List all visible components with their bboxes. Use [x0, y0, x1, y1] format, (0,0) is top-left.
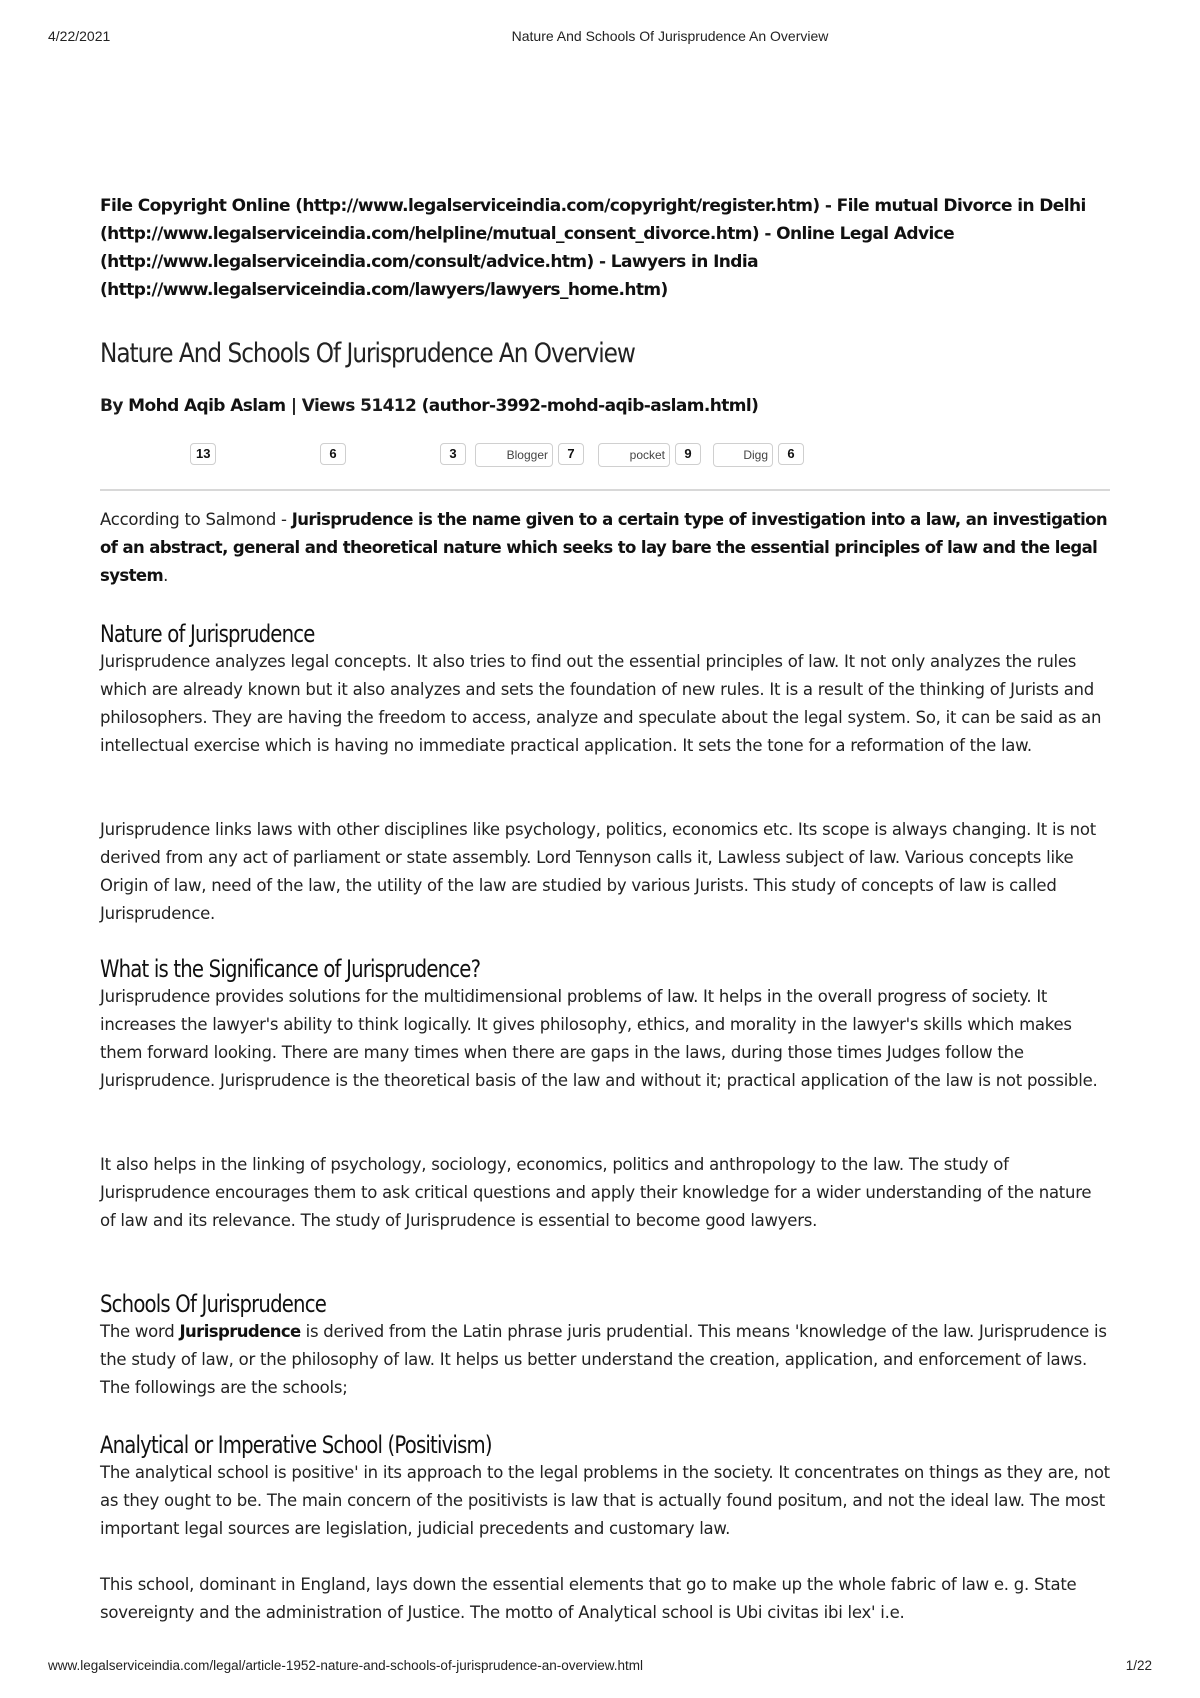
- heading-nature: Nature of Jurisprudence: [100, 620, 315, 648]
- heading-significance: What is the Significance of Jurisprudence?: [100, 955, 481, 983]
- pocket-label: pocket: [629, 448, 665, 462]
- digg-count: 6: [778, 443, 804, 465]
- nature-p1: Jurisprudence analyzes legal concepts. It also tries to find out the essential principles of law. It not only analyzes the rules which are already known but it also analyzes and sets the foundation of new rules. It is a result of the thinking of Jurists and philosophers. They are having the freedom to access, analyze and speculate about the legal system. So, it can be said as an intellectual exercise which is having no immediate practical application. It sets the tone for a reformation of the law.: [100, 652, 1102, 755]
- print-footer: [0, 1658, 1200, 1678]
- pocket-share-button[interactable]: [598, 443, 670, 467]
- nature-paragraph-2: [100, 816, 1110, 928]
- digg-label: Digg: [743, 448, 768, 462]
- nature-paragraph-1: [100, 648, 1110, 760]
- link-separator: -: [819, 196, 837, 216]
- nature-p2: Jurisprudence links laws with other disciplines like psychology, politics, economics etc. Its scope is always changing. It is not derived from any act of parliament or state assembly. Lord Tennyson calls it, Lawless subject of law. Various concepts like Origin of law, need of the law, the utility of the law are studied by various Jurists. This study of concepts of law is called Jurisprudence.: [100, 820, 1096, 923]
- link-separator: -: [759, 224, 777, 244]
- schools-rest: is derived from the Latin phrase juris prudential. This means 'knowledge of the law. Jurisprudence is the study of law, or the philosophy of law. It helps us better understand the creation, application, and enforcement of laws. The followings are the schools;: [100, 1322, 1107, 1397]
- byline: [100, 396, 758, 416]
- heading-analytical: Analytical or Imperative School (Positivism): [100, 1431, 492, 1459]
- blogger-label: Blogger: [506, 448, 548, 462]
- analytical-paragraph-1: [100, 1459, 1110, 1543]
- print-title: Nature And Schools Of Jurisprudence An Overview: [511, 28, 829, 44]
- byline-separator: |: [285, 396, 302, 416]
- page-number: 1/22: [1125, 1658, 1152, 1673]
- share-count-2[interactable]: 6: [320, 443, 346, 465]
- pocket-count: 9: [675, 443, 701, 465]
- share-count-3[interactable]: 3: [440, 443, 466, 465]
- top-links: [100, 192, 1110, 304]
- link-online-legal-advice[interactable]: Online Legal Advice (http://www.legalserviceindia.com/consult/advice.htm): [100, 224, 955, 272]
- analytical-paragraph-2: [100, 1571, 1110, 1627]
- intro-paragraph: [100, 506, 1110, 590]
- schools-lead: The word: [100, 1322, 180, 1341]
- link-separator: -: [593, 252, 611, 272]
- author-page-link[interactable]: (author-3992-mohd-aqib-aslam.html): [416, 396, 759, 416]
- significance-p2: It also helps in the linking of psychology, sociology, economics, politics and anthropology to the law. The study of Jurisprudence encourages them to ask critical questions and apply their knowledge for a wider understanding of the nature of law and its relevance. The study of Jurisprudence is essential to become good lawyers.: [100, 1155, 1092, 1230]
- analytical-p2: This school, dominant in England, lays down the essential elements that go to make up the whole fabric of law e. g. State sovereignty and the administration of Justice. The motto of Analytical school is Ubi civitas ibi lex' i.e.: [100, 1575, 1077, 1622]
- share-bar: [100, 443, 1110, 469]
- schools-paragraph: [100, 1318, 1110, 1402]
- digg-share-button[interactable]: [713, 443, 773, 467]
- article-title: Nature And Schools Of Jurisprudence An Overview: [100, 338, 635, 369]
- print-date: 4/22/2021: [48, 28, 111, 44]
- link-file-copyright[interactable]: File Copyright Online (http://www.legalserviceindia.com/copyright/register.htm): [100, 196, 820, 216]
- byline-prefix: By: [100, 396, 129, 416]
- significance-paragraph-1: [100, 983, 1110, 1095]
- author-link[interactable]: Mohd Aqib Aslam: [128, 396, 286, 416]
- link-lawyers-in-india[interactable]: Lawyers in India (http://www.legalserviceindia.com/lawyers/lawyers_home.htm): [100, 252, 758, 300]
- link-mutual-divorce[interactable]: File mutual Divorce in Delhi (http://www.legalserviceindia.com/helpline/mutual_consent_divorce.htm): [100, 196, 1086, 244]
- divider: [100, 489, 1110, 491]
- analytical-p1: The analytical school is positive' in its approach to the legal problems in the society. It concentrates on things as they are, not as they ought to be. The main concern of the positivists is law that is actually found positum, and not the ideal law. The most important legal sources are legislation, judicial precedents and customary law.: [100, 1463, 1110, 1538]
- blogger-count: 7: [558, 443, 584, 465]
- significance-p1: Jurisprudence provides solutions for the multidimensional problems of law. It helps in the overall progress of society. It increases the lawyer's ability to think logically. It gives philosophy, ethics, and morality in the lawyer's skills which makes them forward looking. There are many times when there are gaps in the laws, during those times Judges follow the Jurisprudence. Jurisprudence is the theoretical basis of the law and without it; practical application of the law is not possible.: [100, 987, 1098, 1090]
- print-header: [0, 28, 1200, 48]
- print-url: www.legalserviceindia.com/legal/article-1952-nature-and-schools-of-jurisprudence-an-overview.html: [48, 1658, 644, 1673]
- schools-keyword: Jurisprudence: [179, 1322, 301, 1341]
- significance-paragraph-2: [100, 1151, 1110, 1235]
- views-label: Views: [301, 396, 361, 416]
- intro-lead: According to Salmond -: [100, 510, 292, 529]
- intro-tail: .: [163, 566, 169, 585]
- intro-definition: Jurisprudence is the name given to a certain type of investigation into a law, an investigation of an abstract, general and theoretical nature which seeks to lay bare the essential principles of law and the legal system: [100, 510, 1108, 585]
- heading-schools: Schools Of Jurisprudence: [100, 1290, 326, 1318]
- blogger-share-button[interactable]: [475, 443, 553, 467]
- share-count-1[interactable]: 13: [190, 443, 216, 465]
- views-count: 51412: [360, 396, 417, 416]
